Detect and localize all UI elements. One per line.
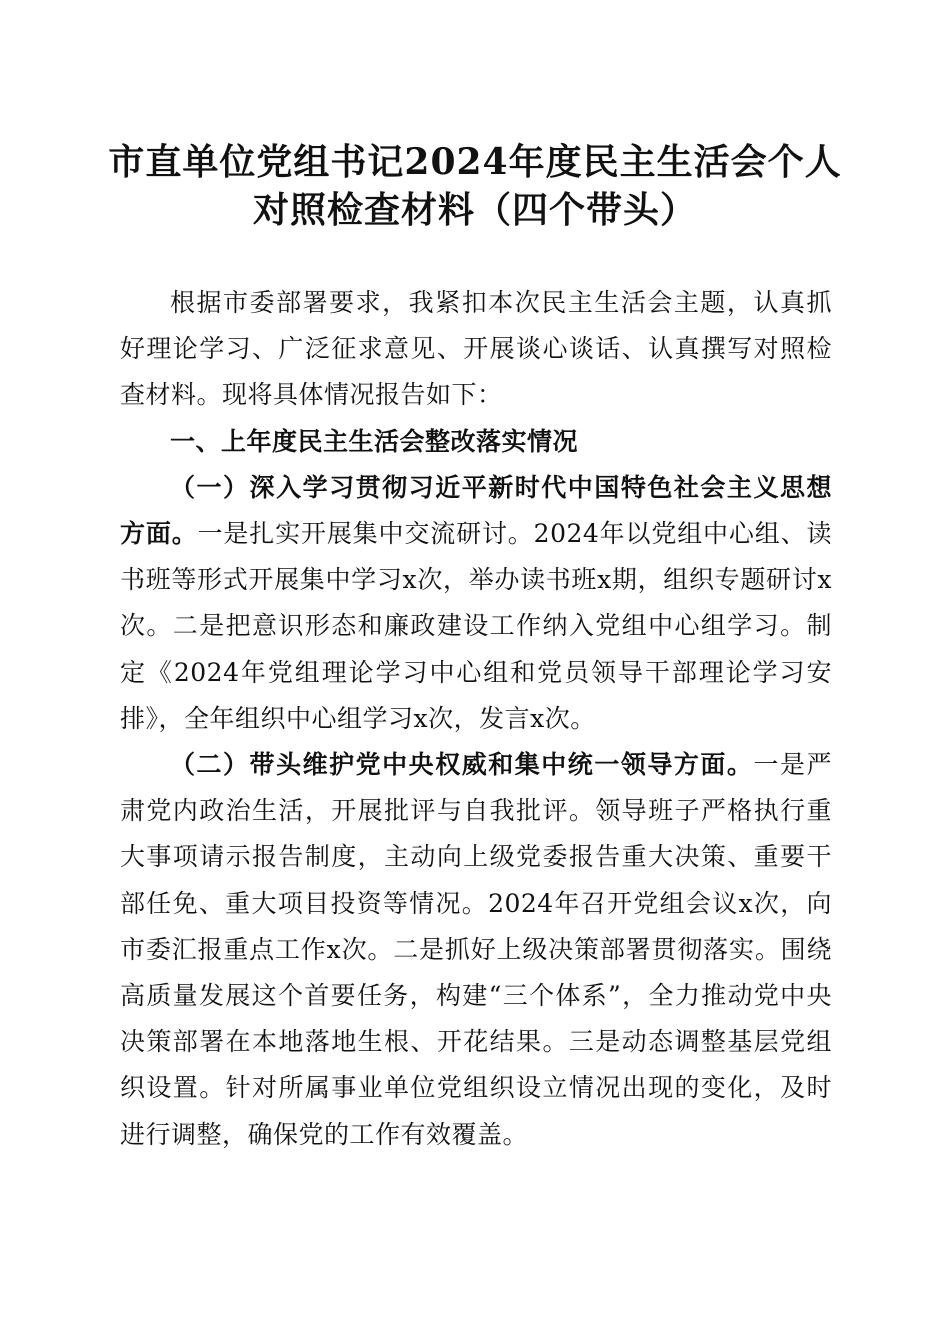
paragraph-2 <box>120 742 832 1158</box>
title-line-1: 市直单位党组书记2024年度民主生活会个人 <box>108 141 842 183</box>
paragraph-1-heading: （一）深入学习贯彻习近平新时代中国特色社会主义思想方面。 <box>120 472 832 549</box>
paragraph-1-body: 一是扎实开展集中交流研讨。2024年以党组中心组、读书班等形式开展集中学习x次，举办读书班x期，组织专题研讨x次。二是把意识形态和廉政建设工作纳入党组中心组学习。制定《2024年党组理论学习中心组和党员领导干部理论学习安排》，全年组织中心组学习x次，发言x次。 <box>120 519 832 733</box>
title-line-2: 对照检查材料（四个带头） <box>252 189 697 231</box>
document-body <box>120 280 832 1158</box>
section-heading-1: 一、上年度民主生活会整改落实情况 <box>170 426 579 456</box>
paragraph-1 <box>120 465 832 742</box>
paragraph-2-heading: （二）带头维护党中央权威和集中统一领导方面。 <box>170 750 754 780</box>
intro-paragraph: 根据市委部署要求，我紧扣本次民主生活会主题，认真抓好理论学习、广泛征求意见、开展谈心谈话、认真撰写对照检查材料。现将具体情况报告如下： <box>120 288 832 410</box>
document-title <box>80 138 870 234</box>
paragraph-2-body: 一是严肃党内政治生活，开展批评与自我批评。领导班子严格执行重大事项请示报告制度，主动向上级党委报告重大决策、重要干部任免、重大项目投资等情况。2024年召开党组会议x次，向市委汇报重点工作x次。二是抓好上级决策部署贯彻落实。围绕高质量发展这个首要任务，构建“三个体系”，全力推动党中央决策部署在本地落地生根、开花结果。三是动态调整基层党组织设置。针对所属事业单位党组织设立情况出现的变化，及时进行调整，确保党的工作有效覆盖。 <box>120 750 832 1149</box>
